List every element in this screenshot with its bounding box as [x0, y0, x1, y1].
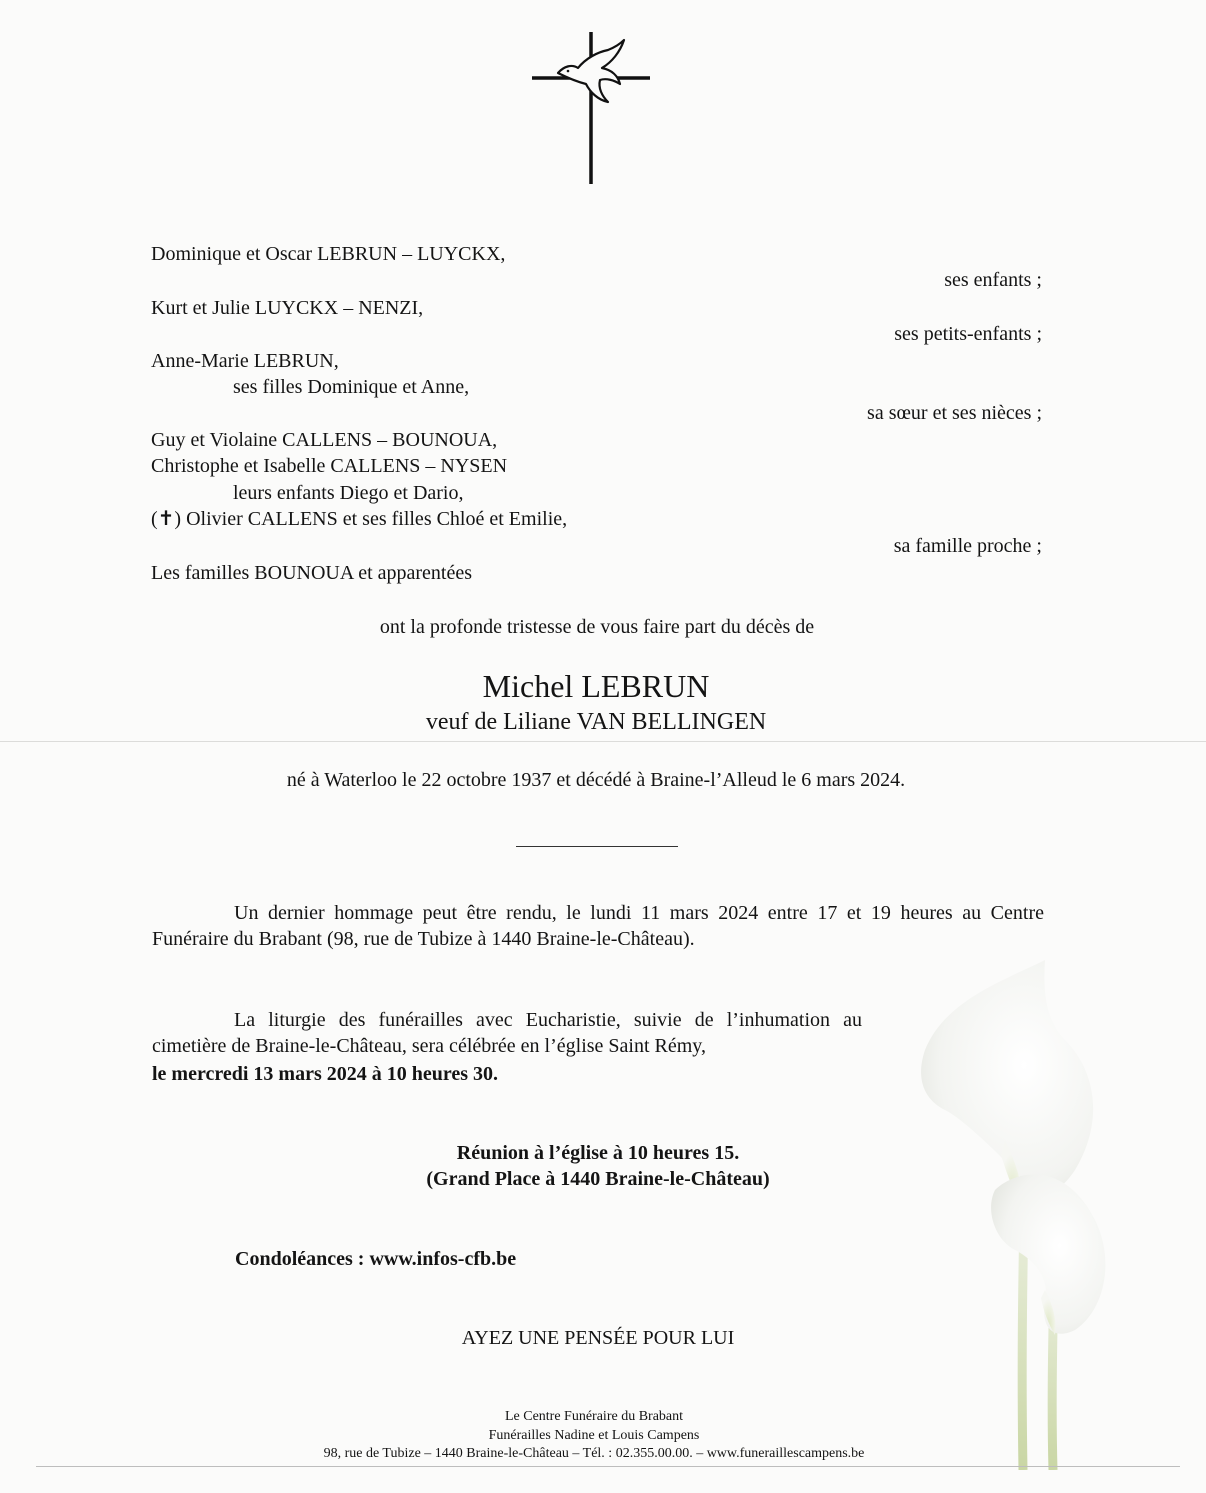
meeting-line-1: Réunion à l’église à 10 heures 15. [456, 1142, 740, 1164]
bottom-rule [36, 1466, 1180, 1467]
family-role-grandchildren: ses petits-enfants ; [894, 323, 1042, 345]
announcement-text: ont la profonde tristesse de vous faire part du décès de [379, 616, 815, 638]
family-role-sister: sa sœur et ses nièces ; [867, 402, 1042, 424]
family-role-children: ses enfants ; [944, 269, 1042, 291]
meeting-line-2: (Grand Place à 1440 Braine-le-Château) [426, 1168, 770, 1190]
family-line-grandchildren: Kurt et Julie LUYCKX – NENZI, [151, 297, 424, 319]
cross-with-dove-icon [528, 28, 654, 186]
separator-rule [516, 846, 678, 847]
family-line-callens-children: leurs enfants Diego et Dario, [233, 482, 464, 504]
family-line-callens-3: (✝) Olivier CALLENS et ses filles Chloé et Emilie, [151, 508, 568, 530]
condolences-link[interactable]: Condoléances : www.infos-cfb.be [235, 1248, 517, 1270]
deceased-dates: né à Waterloo le 22 octobre 1937 et décédé à Braine-l’Alleud le 6 mars 2024. [286, 769, 906, 791]
calla-lily-illustration [905, 960, 1135, 1470]
liturgy-paragraph: La liturgie des funérailles avec Eucharistie, suivie de l’inhumation au cimetière de Braine-le-Château, sera célébrée en l’église Saint Rémy, [152, 1009, 862, 1057]
liturgy-date: le mercredi 13 mars 2024 à 10 heures 30. [152, 1063, 499, 1085]
family-line-sister: Anne-Marie LEBRUN, [151, 350, 339, 372]
family-line-callens-1: Guy et Violaine CALLENS – BOUNOUA, [151, 429, 498, 451]
fold-line [0, 741, 1206, 742]
deceased-widower: veuf de Liliane VAN BELLINGEN [425, 709, 767, 735]
footer-line-2: Funérailles Nadine et Louis Campens [488, 1428, 700, 1443]
family-line-nieces: ses filles Dominique et Anne, [233, 376, 470, 398]
tribute-paragraph: Un dernier hommage peut être rendu, le lundi 11 mars 2024 entre 17 et 19 heures au Centre Funéraire du Brabant (98, rue de Tubize à 1440 Braine-le-Château). [152, 902, 1044, 950]
deceased-name: Michel LEBRUN [482, 668, 710, 704]
family-line-others: Les familles BOUNOUA et apparentées [151, 562, 473, 584]
closing-line: AYEZ UNE PENSÉE POUR LUI [461, 1327, 735, 1349]
family-line-children: Dominique et Oscar LEBRUN – LUYCKX, [151, 243, 506, 265]
family-role-close: sa famille proche ; [893, 535, 1042, 557]
footer-line-3: 98, rue de Tubize – 1440 Braine-le-Château – Tél. : 02.355.00.00. – www.funeraillescampens.be [323, 1446, 865, 1461]
footer-line-1: Le Centre Funéraire du Brabant [504, 1409, 684, 1424]
family-line-callens-2: Christophe et Isabelle CALLENS – NYSEN [151, 455, 508, 477]
